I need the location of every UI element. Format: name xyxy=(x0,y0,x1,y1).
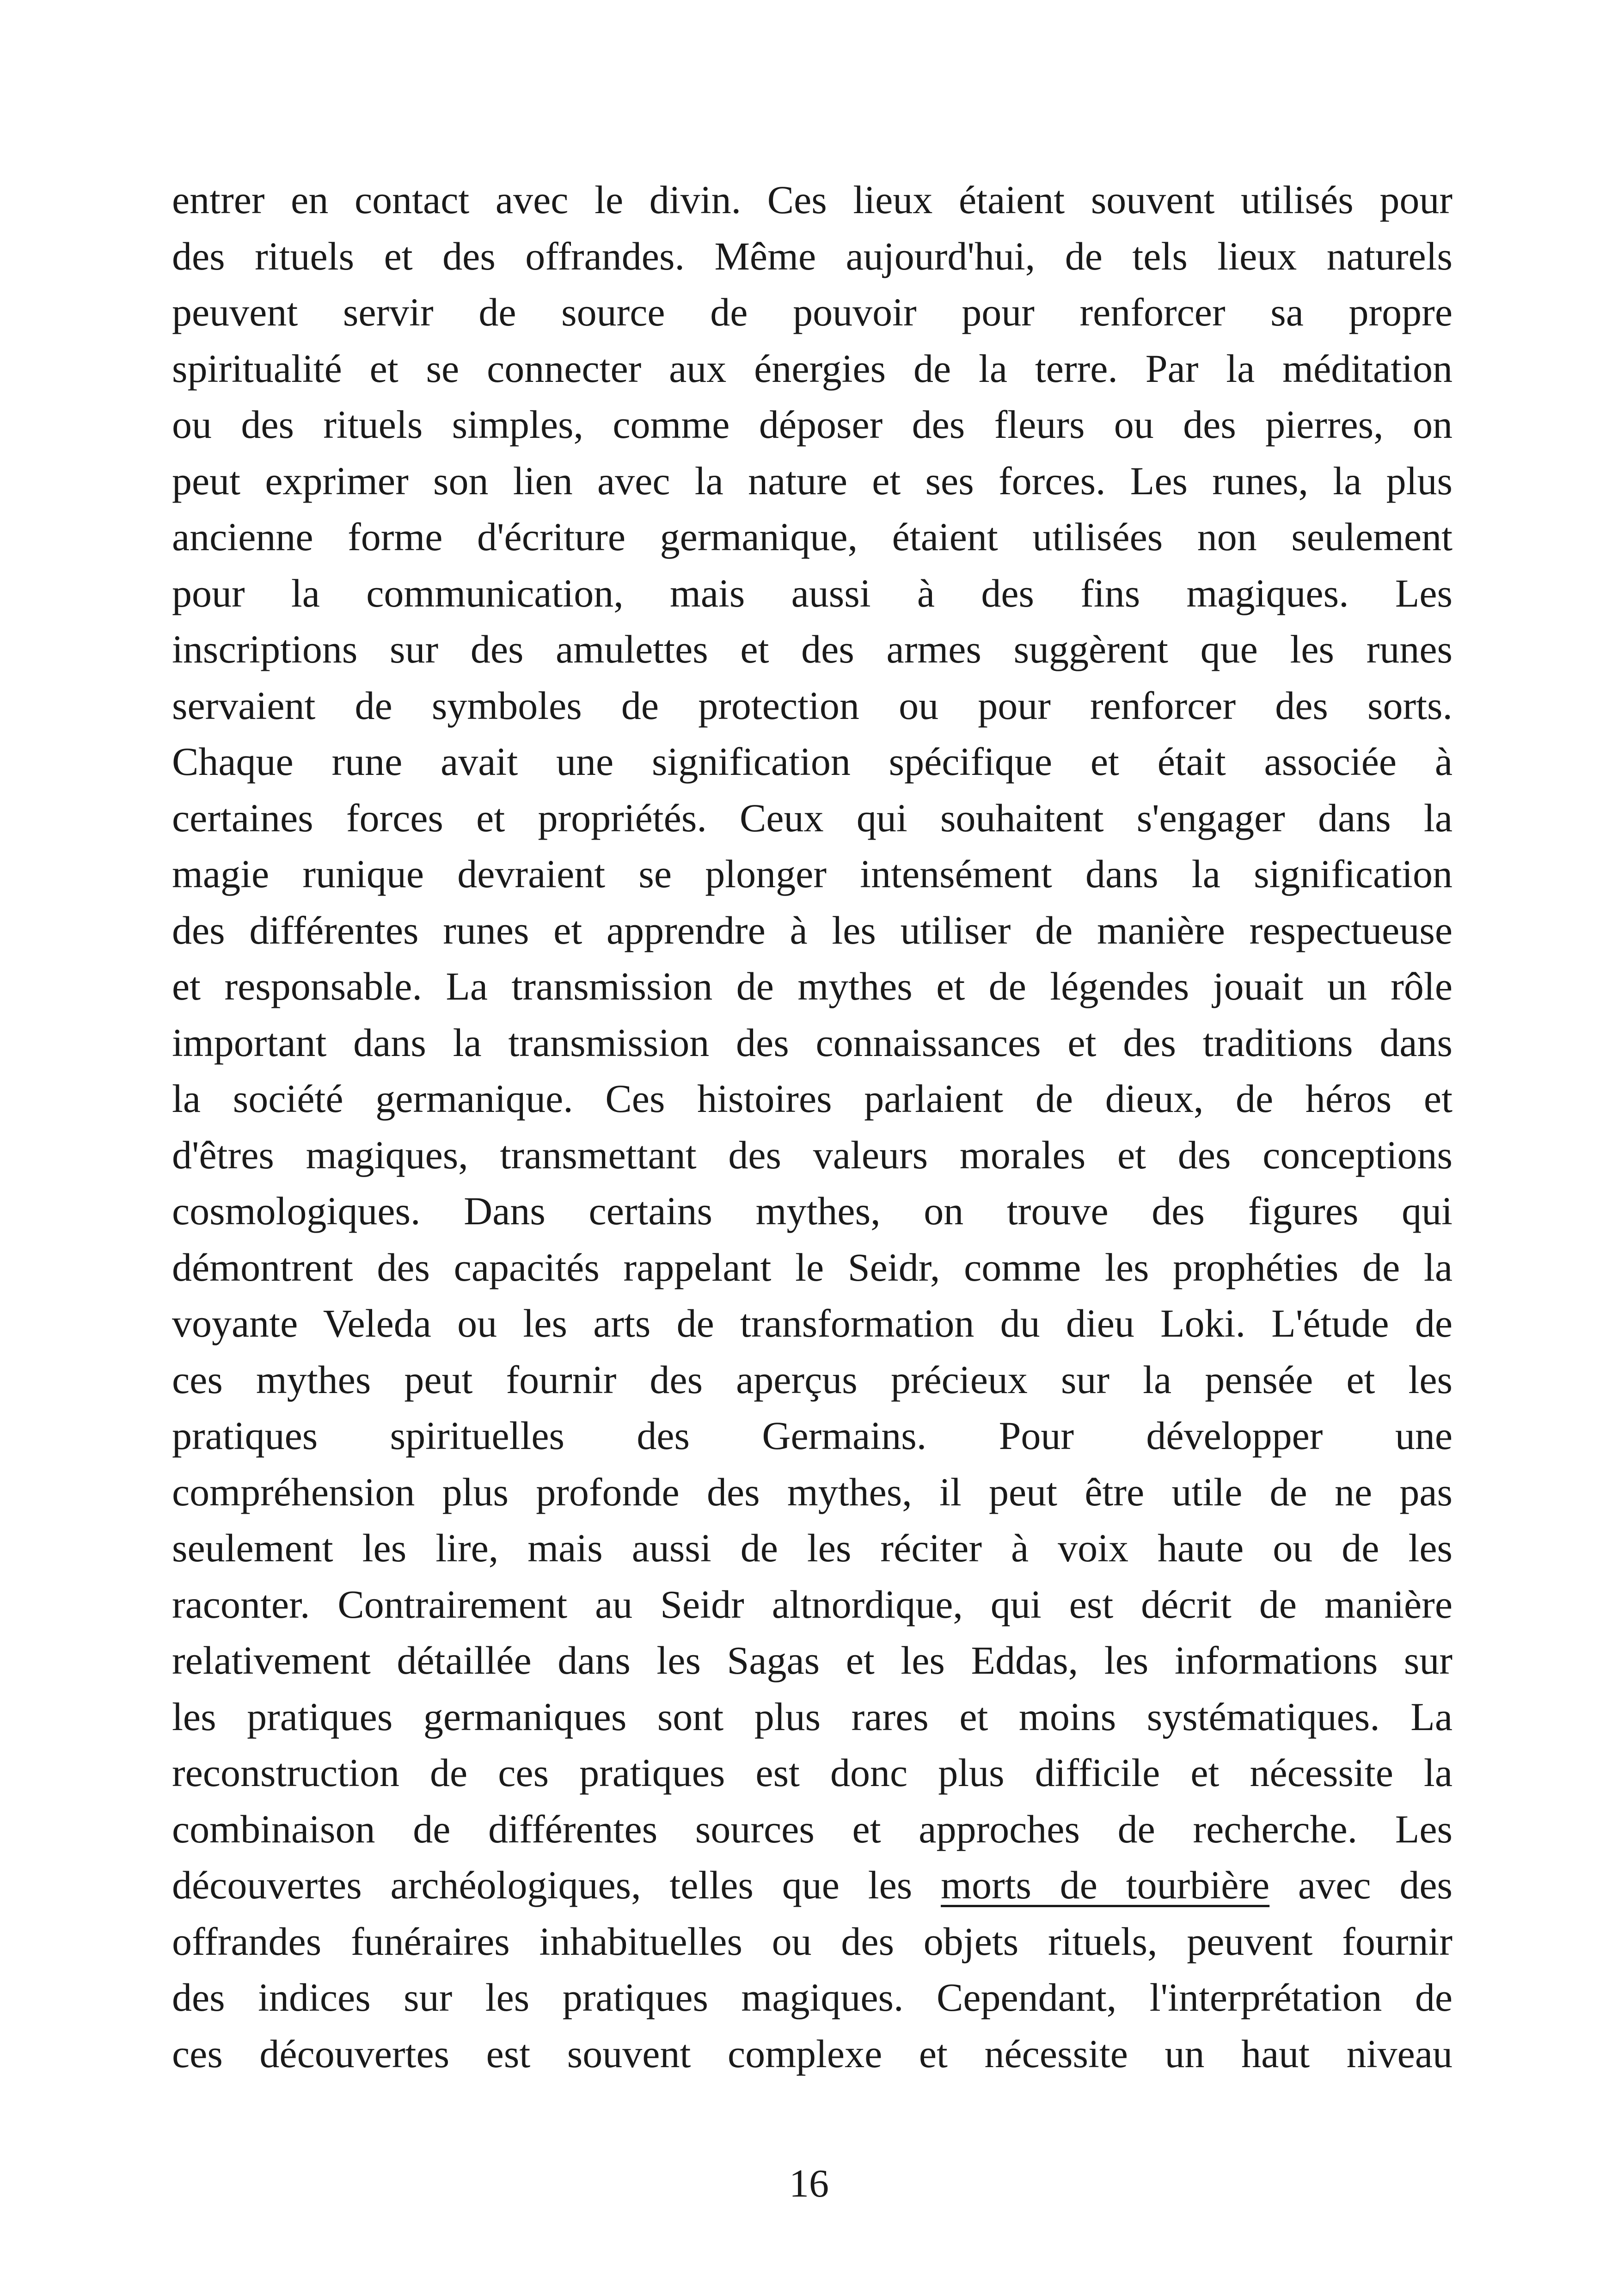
text-line-with-link xyxy=(172,1857,1453,1914)
text-line: seulement les lire, mais aussi de les réciter à voix haute ou de les xyxy=(172,1526,1453,1570)
text-line: la société germanique. Ces histoires parlaient de dieux, de héros et xyxy=(172,1076,1453,1121)
body-paragraph xyxy=(172,172,1453,2082)
text-line: voyante Veleda ou les arts de transformation du dieu Loki. L'étude de xyxy=(172,1301,1453,1345)
text-line: les pratiques germaniques sont plus rares et moins systématiques. La xyxy=(172,1694,1453,1739)
text-line: démontrent des capacités rappelant le Seidr, comme les prophéties de la xyxy=(172,1245,1453,1289)
text-line: combinaison de différentes sources et approches de recherche. Les xyxy=(172,1806,1453,1851)
text-fragment: découvertes archéologiques, telles que les xyxy=(172,1863,941,1907)
text-line: servaient de symboles de protection ou pour renforcer des sorts. xyxy=(172,683,1453,728)
text-line: pratiques spirituelles des Germains. Pour développer une xyxy=(172,1413,1453,1458)
text-line: des rituels et des offrandes. Même aujourd'hui, de tels lieux naturels xyxy=(172,233,1453,278)
text-line: peut exprimer son lien avec la nature et ses forces. Les runes, la plus xyxy=(172,458,1453,503)
text-line: des différentes runes et apprendre à les utiliser de manière respectueuse xyxy=(172,908,1453,952)
text-line: important dans la transmission des connaissances et des traditions dans xyxy=(172,1020,1453,1065)
text-line: Chaque rune avait une signification spécifique et était associée à xyxy=(172,739,1453,784)
text-line: reconstruction de ces pratiques est donc plus difficile et nécessite la xyxy=(172,1750,1453,1795)
text-fragment: avec des xyxy=(1269,1863,1453,1907)
page-number: 16 xyxy=(789,2161,829,2205)
text-line: et responsable. La transmission de mythes et de légendes jouait un rôle xyxy=(172,964,1453,1008)
text-line: inscriptions sur des amulettes et des armes suggèrent que les runes xyxy=(172,627,1453,671)
text-line: certaines forces et propriétés. Ceux qui souhaitent s'engager dans la xyxy=(172,795,1453,840)
text-line: des indices sur les pratiques magiques. Cependant, l'interprétation de xyxy=(172,1975,1453,2020)
text-line: offrandes funéraires inhabituelles ou des objets rituels, peuvent fournir xyxy=(172,1919,1453,1964)
text-line: ancienne forme d'écriture germanique, étaient utilisées non seulement xyxy=(172,515,1453,559)
text-line: entrer en contact avec le divin. Ces lieux étaient souvent utilisés pour xyxy=(172,178,1453,222)
text-line: peuvent servir de source de pouvoir pour renforcer sa propre xyxy=(172,290,1453,334)
text-line: magie runique devraient se plonger intensément dans la signification xyxy=(172,852,1453,896)
text-line: raconter. Contrairement au Seidr altnordique, qui est décrit de manière xyxy=(172,1582,1453,1627)
text-line: relativement détaillée dans les Sagas et les Eddas, les informations sur xyxy=(172,1638,1453,1682)
text-line: pour la communication, mais aussi à des fins magiques. Les xyxy=(172,571,1453,615)
text-line: d'êtres magiques, transmettant des valeurs morales et des conceptions xyxy=(172,1132,1453,1177)
text-line: ou des rituels simples, comme déposer des fleurs ou des pierres, on xyxy=(172,402,1453,447)
text-line: ces découvertes est souvent complexe et nécessite un haut niveau xyxy=(172,2031,1453,2076)
morts-de-tourbiere-link[interactable]: morts de tourbière xyxy=(941,1863,1270,1907)
text-line: cosmologiques. Dans certains mythes, on trouve des figures qui xyxy=(172,1189,1453,1233)
text-line: ces mythes peut fournir des aperçus précieux sur la pensée et les xyxy=(172,1357,1453,1402)
text-line: spiritualité et se connecter aux énergies de la terre. Par la méditation xyxy=(172,346,1453,391)
text-line: compréhension plus profonde des mythes, il peut être utile de ne pas xyxy=(172,1469,1453,1514)
